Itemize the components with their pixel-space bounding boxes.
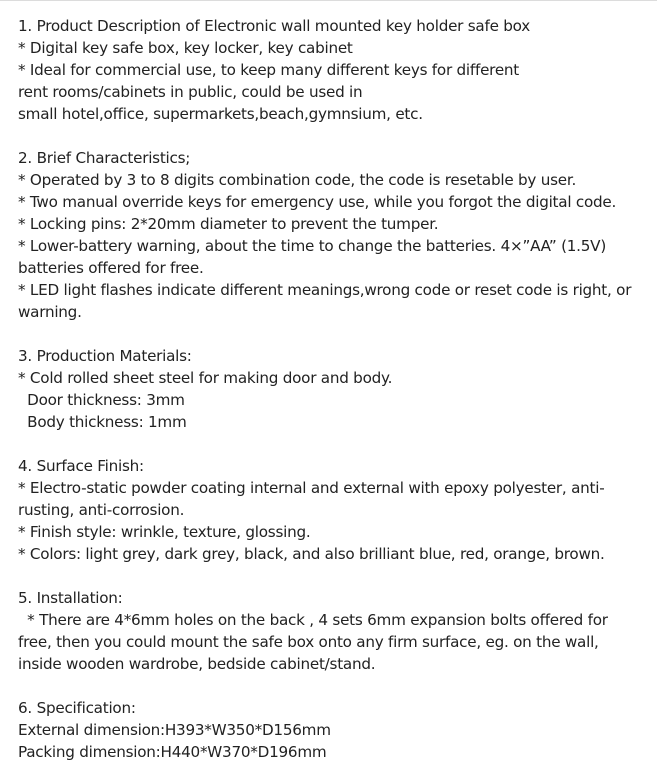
section-spacer — [18, 675, 648, 697]
section-line: Packing dimension:H440*W370*D196mm — [18, 743, 327, 761]
top-border — [0, 0, 657, 1]
section-line: rusting, anti-corrosion. — [18, 501, 185, 519]
section-spacer — [18, 565, 648, 587]
section-line: * Cold rolled sheet steel for making door and body. — [18, 369, 393, 387]
section-product-description — [18, 15, 648, 125]
product-description-document — [18, 15, 648, 763]
section-line: small hotel,office, supermarkets,beach,gymnsium, etc. — [18, 105, 423, 123]
section-title: 3. Production Materials: — [18, 347, 192, 365]
section-title: 1. Product Description of Electronic wall mounted key holder safe box — [18, 17, 530, 35]
section-title: 2. Brief Characteristics; — [18, 149, 191, 167]
section-line: batteries offered for free. — [18, 259, 204, 277]
section-surface-finish — [18, 455, 648, 565]
section-line: inside wooden wardrobe, bedside cabinet/stand. — [18, 655, 376, 673]
section-line: * Finish style: wrinkle, texture, glossing. — [18, 523, 311, 541]
section-line: Body thickness: 1mm — [18, 413, 187, 431]
section-installation — [18, 587, 648, 675]
section-title: 5. Installation: — [18, 589, 123, 607]
section-title: 6. Specification: — [18, 699, 136, 717]
section-line: warning. — [18, 303, 82, 321]
section-line: rent rooms/cabinets in public, could be used in — [18, 83, 363, 101]
section-specification — [18, 697, 648, 763]
section-line: External dimension:H393*W350*D156mm — [18, 721, 331, 739]
section-line: free, then you could mount the safe box onto any firm surface, eg. on the wall, — [18, 633, 599, 651]
section-line: * Two manual override keys for emergency use, while you forgot the digital code. — [18, 193, 617, 211]
section-line: * There are 4*6mm holes on the back , 4 sets 6mm expansion bolts offered for — [18, 611, 608, 629]
section-line: * Ideal for commercial use, to keep many different keys for different — [18, 61, 519, 79]
section-production-materials — [18, 345, 648, 433]
section-line: * LED light flashes indicate different meanings,wrong code or reset code is right, or — [18, 281, 632, 299]
section-line: * Operated by 3 to 8 digits combination code, the code is resetable by user. — [18, 171, 577, 189]
section-line: * Lower-battery warning, about the time to change the batteries. 4×”AA” (1.5V) — [18, 237, 606, 255]
section-title: 4. Surface Finish: — [18, 457, 144, 475]
section-spacer — [18, 125, 648, 147]
section-line: * Locking pins: 2*20mm diameter to prevent the tumper. — [18, 215, 439, 233]
section-line: * Electro-static powder coating internal and external with epoxy polyester, anti- — [18, 479, 605, 497]
section-line: * Colors: light grey, dark grey, black, and also brilliant blue, red, orange, brown. — [18, 545, 605, 563]
section-line: Door thickness: 3mm — [18, 391, 185, 409]
section-line: * Digital key safe box, key locker, key cabinet — [18, 39, 353, 57]
section-brief-characteristics — [18, 147, 648, 323]
section-spacer — [18, 323, 648, 345]
section-spacer — [18, 433, 648, 455]
